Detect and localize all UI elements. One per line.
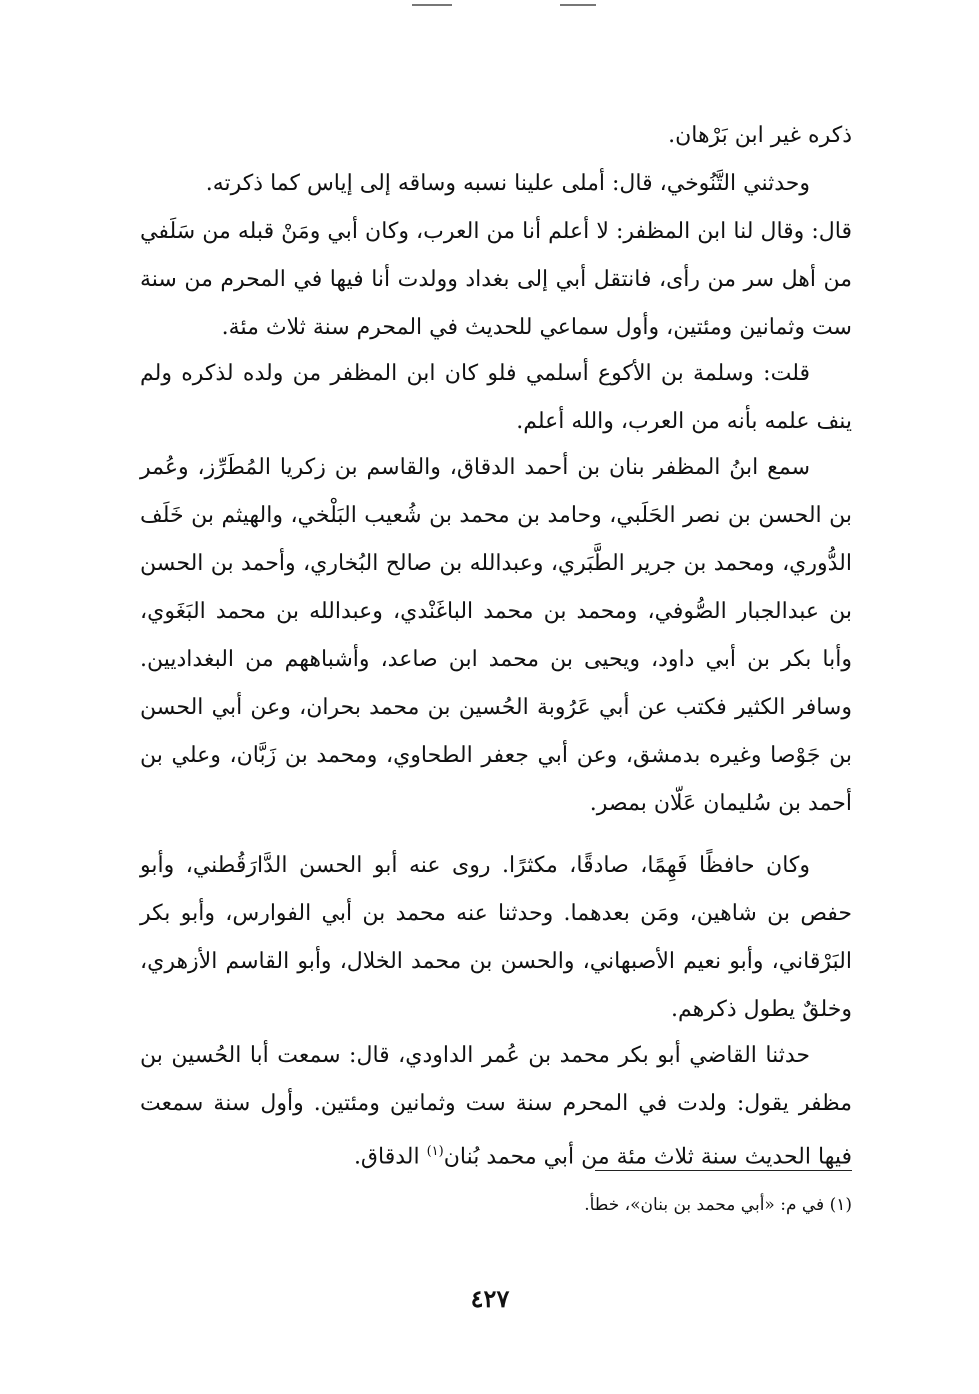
paragraph-7 [140, 1032, 852, 1181]
footnote: (١) في م: «أبي محمد بن بنان»، خطأ. [584, 1195, 852, 1215]
header-mark-right [560, 4, 596, 6]
paragraph-2: وحدثني التَّنُوخي، قال: أملى علينا نسبه وساقه إلى إياس كما ذكرته. [205, 171, 810, 196]
header-mark-left [412, 4, 452, 6]
footnote-reference: (١) [426, 1144, 444, 1159]
paragraph-6: وكان حافظًا فَهِمًا، صادقًا، مكثرًا. روى عنه أبو الحسن الدَّارَقُطني، وأبو حفص بن شاهين، ومَن بعدهما. وحدثنا عنه محمد بن أبي الفوارس، وأبو بكر البَرْقاني، وأبو نعيم الأصبهاني، والحسن بن محمد الخلال، وأبو القاسم الأزهري، وخلقٌ يطول ذكرهم. [140, 853, 852, 1022]
paragraph-5: سمع ابنُ المظفر بنان بن أحمد الدقاق، والقاسم بن زكريا المُطَرِّز، وعُمر بن الحسن بن نصر الحَلَبي، وحامد بن محمد بن شُعيب البَلْخي، والهيثم بن خَلَف الدُّوري، ومحمد بن جرير الطَّبَري، وعبدالله بن صالح البُخاري، وأحمد بن الحسن بن عبدالجبار الصُّوفي، ومحمد بن محمد الباغَنْدي، وعبدالله بن محمد البَغَوي، وأبا بكر بن أبي داود، ويحيى بن محمد ابن صاعد، وأشباههم من البغداديين. وسافر الكثير فكتب عن أبي عَرُوبة الحُسين بن محمد بحران، وعن أبي الحسن بن جَوْصا وغيره بدمشق، وعن أبي جعفر الطحاوي، ومحمد بن زَبَّان، وعلي بن أحمد بن سُليمان عَلّان بمصر. [140, 455, 852, 816]
page-number: ٤٢٧ [470, 1284, 510, 1313]
paragraph-1: ذكره غير ابن بَرْهان. [668, 123, 852, 148]
paragraph-3: قال: وقال لنا ابن المظفر: لا أعلم أنا من العرب، وكان أبي ومَنْ قبله من سَلَفي من أهل سر من رأى، فانتقل أبي إلى بغداد وولدت أنا فيها في المحرم من سنة ست وثمانين ومئتين، وأول سماعي للحديث في المحرم سنة ثلاث مئة. [140, 219, 852, 340]
footnote-divider [595, 1170, 852, 1171]
paragraph-7-text: حدثنا القاضي أبو بكر محمد بن عُمر الداودي، قال: سمعت أبا الحُسين بن مظفر يقول: ولدت في المحرم سنة ست وثمانين ومئتين. وأول سنة سمعت فيها الحديث سنة ثلاث مئة من أبي محمد بُنان [140, 1043, 852, 1170]
paragraph-7-tail: الدقاق. [353, 1144, 420, 1170]
paragraph-4: قلت: وسلمة بن الأكوع أسلمي فلو كان ابن المظفر من ولده لذكره ولم ينف علمه بأنه من العرب، والله أعلم. [140, 361, 852, 434]
